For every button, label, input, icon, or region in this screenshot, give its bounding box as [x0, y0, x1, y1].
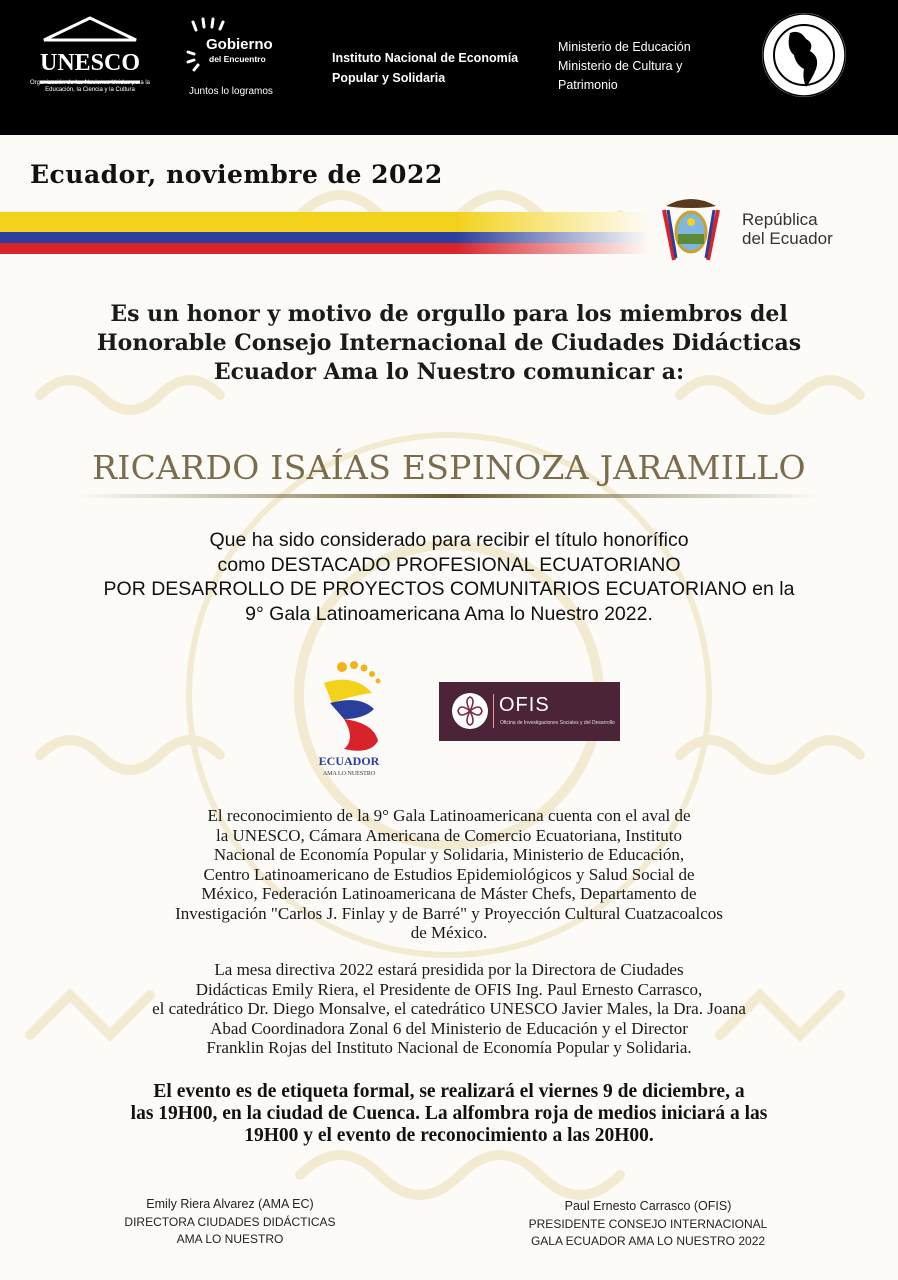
- instituto-line-2: Popular y Solidaria: [332, 71, 446, 85]
- signature-role-2: AMA LO NUESTRO: [176, 1232, 284, 1246]
- board-line-5: Franklin Rojas del Instituto Nacional de Economía Popular y Solidaria.: [206, 1038, 692, 1057]
- signature-name: Emily Riera Alvarez (AMA EC): [146, 1197, 314, 1211]
- endorsement-line-4: Centro Latinoamericano de Estudios Epidemiológicos y Salud Social de: [203, 864, 695, 884]
- intro-line-1: Es un honor y motivo de orgullo para los miembros del: [110, 301, 788, 327]
- signature-role-1: PRESIDENTE CONSEJO INTERNACIONAL: [528, 1216, 768, 1231]
- endorsement-line-6: Investigación "Carlos J. Finlay y de Barré" y Proyección Cultural Cuatzacoalcos: [175, 903, 723, 923]
- ofis-divider: [493, 694, 494, 728]
- board-line-2: Didácticas Emily Riera, el Presidente de OFIS Ing. Paul Ernesto Carrasco,: [195, 979, 703, 999]
- board-line-1: La mesa directiva 2022 estará presidida por la Directora de Ciudades: [214, 960, 684, 979]
- signature-name: Paul Ernesto Carrasco (OFIS): [564, 1199, 732, 1213]
- instituto-name: [332, 48, 547, 88]
- honoree-name: RICARDO ISAÍAS ESPINOZA JARAMILLO: [92, 448, 806, 487]
- epidemiology-seal-logo: [760, 11, 848, 99]
- board-line-4: Abad Coordinadora Zonal 6 del Ministerio de Educación y el Director: [210, 1018, 688, 1038]
- ofis-logo: [439, 682, 620, 741]
- ecuador-sub: AMA LO NUESTRO: [322, 771, 376, 777]
- ecuador-flag-stripes: [0, 212, 650, 254]
- header-bar: [0, 0, 898, 135]
- ministerio-line-1: Ministerio de Educación: [558, 40, 691, 54]
- board-line-3: el catedrático Dr. Diego Monsalve, el catedrático UNESCO Javier Males, la Dra. Joana: [152, 999, 746, 1018]
- gobierno-tagline: Juntos lo logramos: [189, 86, 273, 97]
- document-date: Ecuador, noviembre de 2022: [30, 160, 443, 189]
- event-line-1: El evento es de etiqueta formal, se realizará el viernes 9 de diciembre, a: [153, 1081, 745, 1102]
- instituto-line-1: Instituto Nacional de Economía: [332, 51, 519, 65]
- event-details: [40, 1081, 858, 1147]
- board-paragraph: [40, 960, 858, 1058]
- intro-line-3: Ecuador Ama lo Nuestro comunicar a:: [213, 359, 685, 385]
- signature-block-carrasco: [483, 1198, 813, 1251]
- award-line-3: POR DESARROLLO DE PROYECTOS COMUNITARIOS ECUATORIANO en la: [103, 578, 795, 600]
- endorsement-line-2: la UNESCO, Cámara Americana de Comercio Ecuatoriana, Instituto: [216, 825, 682, 845]
- ministerio-line-2: Ministerio de Cultura y: [558, 59, 683, 73]
- signature-role-1: DIRECTORA CIUDADES DIDÁCTICAS: [124, 1214, 336, 1229]
- ofis-flower-icon: [451, 692, 489, 730]
- award-line-2: como DESTACADO PROFESIONAL ECUATORIANO: [217, 553, 681, 576]
- endorsement-line-7: de México.: [410, 923, 488, 942]
- republica-line-2: del Ecuador: [742, 229, 833, 248]
- event-line-2: las 19H00, en la ciudad de Cuenca. La alfombra roja de medios iniciará a las: [130, 1103, 768, 1124]
- republica-del-ecuador: [742, 210, 872, 248]
- unesco-wordmark: UNESCO: [39, 50, 141, 76]
- signature-block-riera: [65, 1196, 395, 1249]
- award-description: [40, 528, 858, 626]
- gobierno-subtitle: del Encuentro: [209, 54, 266, 64]
- decorative-divider: [75, 494, 823, 498]
- gobierno-title: Gobierno: [206, 36, 273, 53]
- intro-line-2: Honorable Consejo Internacional de Ciudades Didácticas: [96, 330, 802, 356]
- endorsement-paragraph: [40, 806, 858, 943]
- ecuador-mark: ECUADOR: [318, 754, 380, 768]
- ofis-subtitle: Oficina de Investigaciones Sociales y del Desarrollo: [500, 720, 615, 726]
- award-line-1: Que ha sido considerado para recibir el título honorífico: [209, 529, 689, 551]
- unesco-caption: Organización de las Naciones Unidas para la Educación, la Ciencia y la Cultura: [29, 80, 151, 93]
- signature-role-2: GALA ECUADOR AMA LO NUESTRO 2022: [530, 1234, 766, 1248]
- award-line-4: 9° Gala Latinoamericana Ama lo Nuestro 2022.: [245, 602, 653, 625]
- event-line-3: 19H00 y el evento de reconocimiento a las 20H00.: [244, 1125, 654, 1146]
- republica-line-1: República: [742, 210, 818, 229]
- ministerios-list: [558, 38, 758, 95]
- endorsement-line-5: México, Federación Latinoamericana de Máster Chefs, Departamento de: [201, 884, 697, 903]
- endorsement-line-3: Nacional de Economía Popular y Solidaria, Ministerio de Educación,: [213, 845, 685, 864]
- intro-statement: [40, 300, 858, 387]
- ministerio-line-3: Patrimonio: [558, 78, 618, 92]
- ofis-name: OFIS: [499, 694, 550, 716]
- ecuador-ama-lo-nuestro-logo: [304, 655, 394, 780]
- ecuador-coat-of-arms-icon: [660, 196, 722, 266]
- endorsement-line-1: El reconocimiento de la 9° Gala Latinoamericana cuenta con el aval de: [207, 806, 691, 825]
